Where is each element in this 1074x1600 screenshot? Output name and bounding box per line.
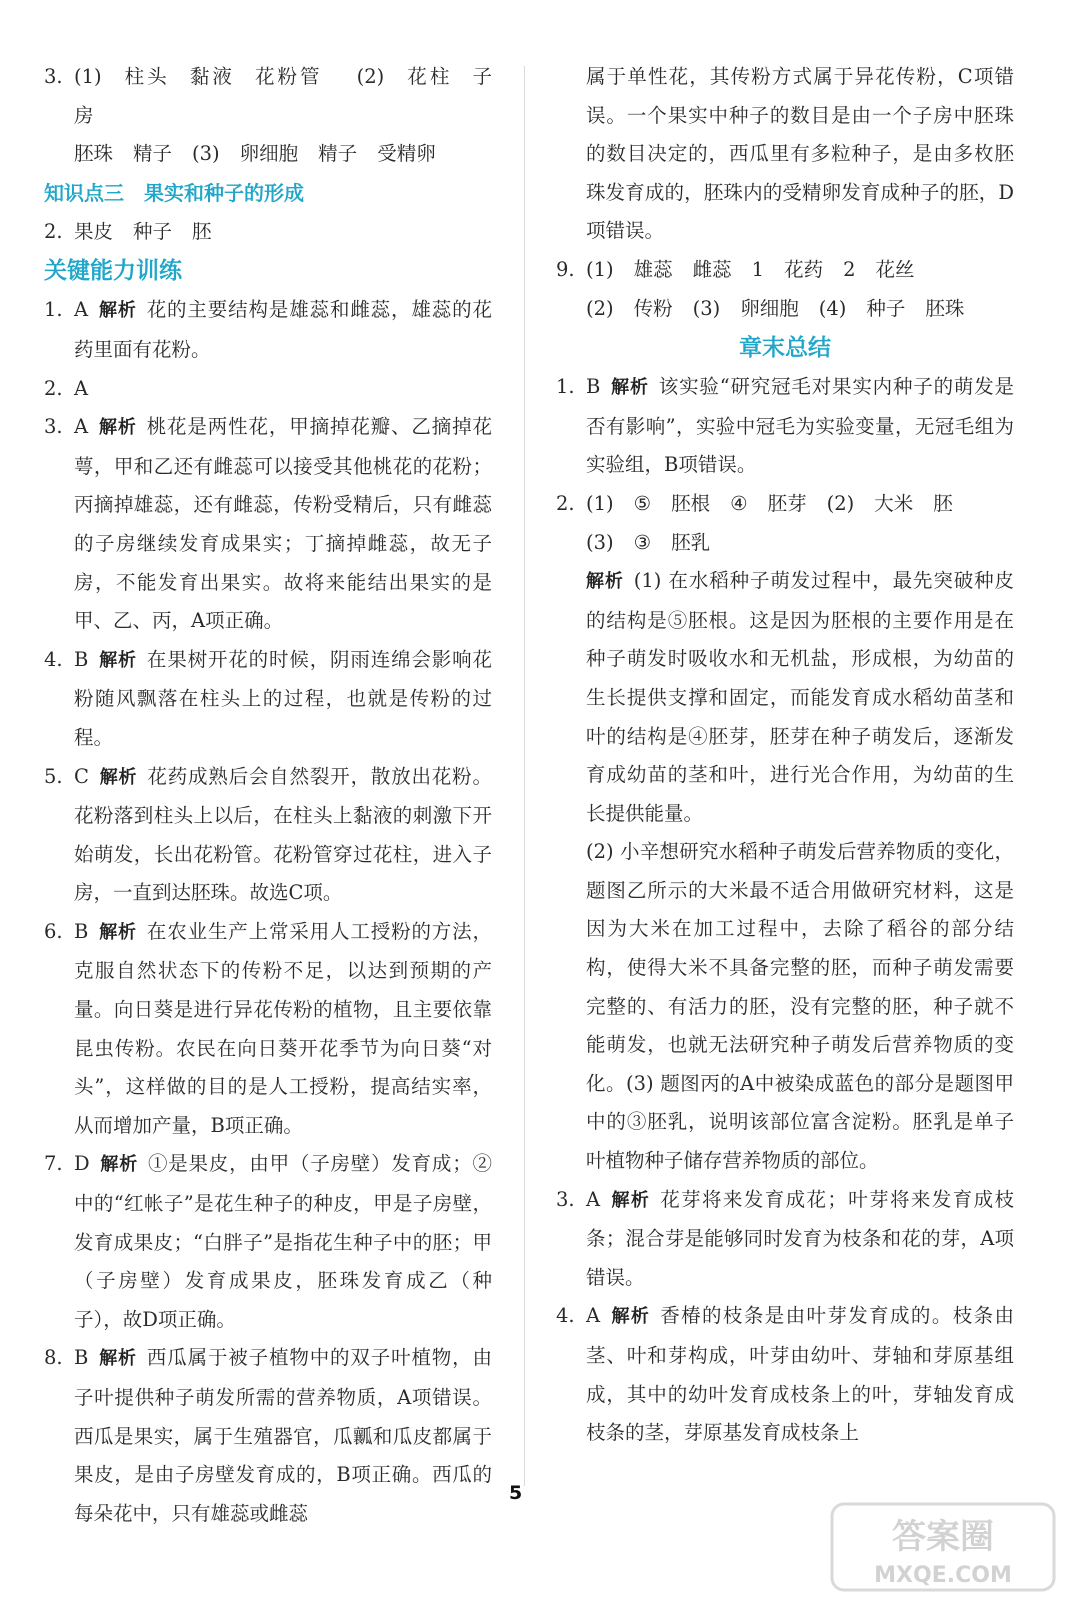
summary-item-3: 3. A 解析 花芽将来发育成花；叶芽将来发育成枝条；混合芽是能够同时发育为枝条和花的芽，A项错误。 xyxy=(556,1187,1014,1289)
answer-item-8-continued: 属于单性花，其传粉方式属于异花传粉，C项错误。一个果实中种子的数目是由一个子房中胚珠的数目决定的，西瓜里有多粒种子，是由多枚胚珠发育成的，胚珠内的受精卵发育成种子的胚，D项错误。 xyxy=(586,65,1014,243)
answer-k2: 2. 果皮 种子 胚 xyxy=(44,219,212,243)
answer-item-2: 2. A xyxy=(44,376,89,400)
answer-item-1: 1. A 解析 花的主要结构是雄蕊和雌蕊，雄蕊的花药里面有花粉。 xyxy=(44,298,492,361)
section-heading-chapter-summary: 章末总结 xyxy=(739,335,831,362)
answer-item-5: 5. C 解析 花药成熟后会自然裂开，散放出花粉。花粉落到柱头上以后，在柱头上黏液的刺激下开始萌发，长出花粉管。花粉管穿过花柱，进入子房，一直到达胚珠。故选C项。 xyxy=(44,764,492,905)
section-heading-fruit-seed: 知识点三 果实和种子的形成 xyxy=(44,180,304,205)
right-column xyxy=(556,58,1014,1453)
watermark-logo xyxy=(828,1498,1058,1598)
summary-item-2-analysis-2: (2) 小辛想研究水稻种子萌发后营养物质的变化，题图乙所示的大米最不适合用做研究材料，这是因为大米在加工过程中，去除了稻谷的部分结构，使得大米不具备完整的胚，而种子萌发需要完整的、有活力的胚，没有完整的胚，种子就不能萌发，也就无法研究种子萌发后营养物质的变化。(3) 题图丙的A中被染成蓝色的部分是题图甲中的③胚乳，说明该部位富含淀粉。胚乳是单子叶植物种子储存营养物质的部位。 xyxy=(586,840,1014,1173)
answer-item-4: 4. B 解析 在果树开花的时候，阴雨连绵会影响花粉随风飘落在柱头上的过程，也就是传粉的过程。 xyxy=(44,647,492,749)
answer-item-8: 8. B 解析 西瓜属于被子植物中的双子叶植物，由子叶提供种子萌发所需的营养物质，A项错误。西瓜是果实，属于生殖器官，瓜瓤和瓜皮都属于果皮，是由子房壁发育成的，B项正确。西瓜的每朵花中，只有雄蕊或雌蕊 xyxy=(44,1346,492,1525)
answer-3-line1: 3. (1) 柱头 黏液 花粉管 (2) 花柱 子房 xyxy=(44,65,492,127)
svg-text:MXQE.COM: MXQE.COM xyxy=(874,1563,1012,1588)
answer-item-7: 7. D 解析 ①是果皮，由甲（子房壁）发育成；②中的“红帐子”是花生种子的种皮，甲是子房壁，发育成果皮；“白胖子”是指花生种子中的胚；甲（子房壁）发育成果皮，胚珠发育成乙（种子），故D项正确。 xyxy=(44,1152,492,1331)
answer-9-line2: (2) 传粉 (3) 卵细胞 (4) 种子 胚珠 xyxy=(586,296,965,320)
svg-text:答案圈: 答案圈 xyxy=(892,1517,994,1557)
page-number: 5 xyxy=(509,1482,523,1504)
answer-item-3: 3. A 解析 桃花是两性花，甲摘掉花瓣、乙摘掉花萼，甲和乙还有雌蕊可以接受其他桃花的花粉；丙摘掉雄蕊，还有雌蕊，传粉受精后，只有雌蕊的子房继续发育成果实；丁摘掉雌蕊，故无子房，不能发育出果实。故将来能结出果实的是甲、乙、丙，A项正确。 xyxy=(44,415,492,633)
summary-item-2-analysis-1: 解析 (1) 在水稻种子萌发过程中，最先突破种皮的结构是⑤胚根。这是因为胚根的主要作用是在种子萌发时吸收水和无机盐，形成根，为幼苗的生长提供支撑和固定，而能发育成水稻幼苗茎和叶的结构是④胚芽，胚芽在种子萌发后，逐渐发育成幼苗的茎和叶，进行光合作用，为幼苗的生长提供能量。 xyxy=(586,569,1015,825)
answer-9-line1: 9. (1) 雄蕊 雌蕊 1 花药 2 花丝 xyxy=(556,257,915,281)
answer-item-6: 6. B 解析 在农业生产上常采用人工授粉的方法，克服自然状态下的传粉不足，以达到预期的产量。向日葵是进行异花传粉的植物，且主要依靠昆虫传粉。农民在向日葵开花季节为向日葵“对头”，这样做的目的是人工授粉，提高结实率，从而增加产量，B项正确。 xyxy=(44,919,492,1137)
summary-item-4: 4. A 解析 香椿的枝条是由叶芽发育成的。枝条由茎、叶和芽构成，叶芽由幼叶、芽轴和芽原基组成，其中的幼叶发育成枝条上的叶，芽轴发育成枝条的茎，芽原基发育成枝条上 xyxy=(556,1304,1014,1445)
summary-item-2-line1: 2. (1) ⑤ 胚根 ④ 胚芽 (2) 大米 胚 xyxy=(556,491,953,515)
answer-3-line2: 胚珠 精子 (3) 卵细胞 精子 受精卵 xyxy=(74,142,436,166)
section-heading-key-ability: 关键能力训练 xyxy=(44,258,182,285)
summary-item-2-line2: (3) ③ 胚乳 xyxy=(586,530,711,554)
summary-item-1: 1. B 解析 该实验“研究冠毛对果实内种子的萌发是否有影响”，实验中冠毛为实验变量，无冠毛组为实验组，B项错误。 xyxy=(556,375,1014,477)
column-divider xyxy=(524,66,525,1486)
left-column xyxy=(44,58,492,1533)
